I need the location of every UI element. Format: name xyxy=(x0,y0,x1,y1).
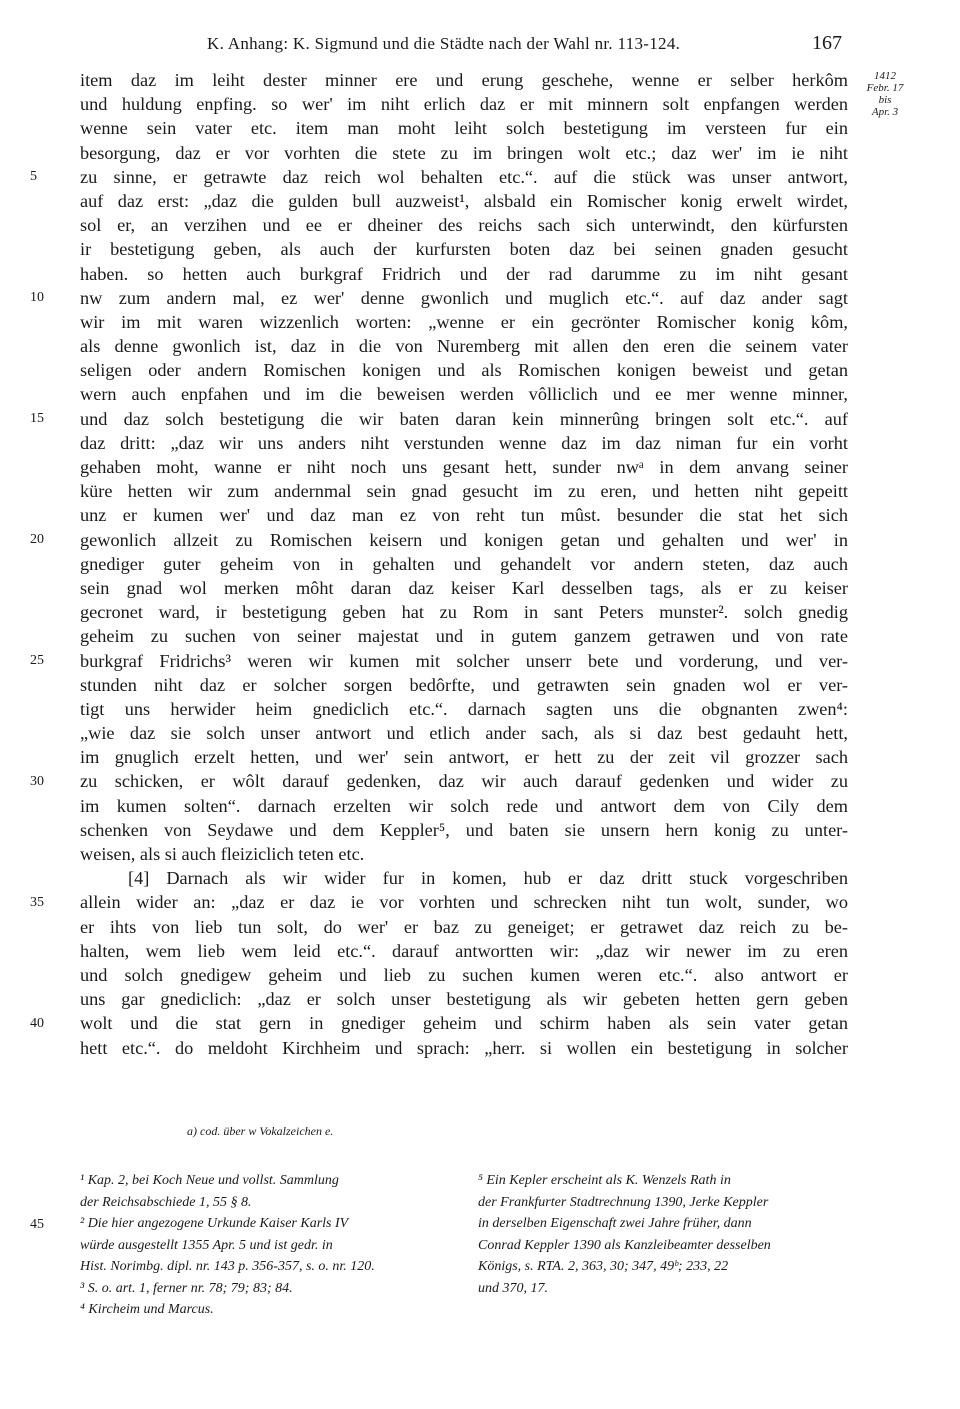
text-line: zu sinne, er getrawte daz reich wol behalten etc.“. auf die stück was unser antwort, xyxy=(80,166,848,187)
running-title: K. Anhang: K. Sigmund und die Städte nach der Wahl nr. 113-124. xyxy=(207,34,681,53)
text-line: wir im mit waren wizzenlich worten: „wenne er ein gecrönter Romischer konig kôm, xyxy=(80,311,848,332)
margin-date-year: 1412 xyxy=(874,70,896,82)
variant-note: a) cod. über w Vokalzeichen e. xyxy=(187,1124,334,1138)
line-number: 40 xyxy=(30,1015,44,1031)
text-line: allein wider an: „daz er daz ie vor vorhten und schrecken niht tun wolt, sunder, wo xyxy=(80,892,848,913)
text-line: haben. so hetten auch burkgraf Fridrich und der rad darumme zu im niht gesant xyxy=(80,263,848,284)
footnotes-right-column xyxy=(478,1170,850,1299)
margin-date-bis: bis xyxy=(878,94,892,106)
running-head xyxy=(0,34,960,58)
text-line: unz er kumen wer' und daz man ez von reht tun mûst. besunder die stat het sich xyxy=(80,505,848,526)
text-line: seligen oder andern Romischen konigen und als Romischen konigen beweist und getan xyxy=(80,360,848,381)
line-number: 10 xyxy=(30,289,44,305)
footnotes-left-column xyxy=(80,1170,452,1321)
text-line: gnediger guter geheim von in gehalten und gehandelt vor andern steten, daz auch xyxy=(80,553,848,574)
text-line: gewonlich allzeit zu Romischen keisern und konigen getan und gehalten und wer' in xyxy=(80,529,848,550)
footnote-line: Conrad Keppler 1390 als Kanzleibeamter desselben xyxy=(478,1237,771,1253)
text-line: im gnuglich erzelt hetten, und wer' sein antwort, er hett zu der zeit vil grozzer sach xyxy=(80,747,848,768)
main-text xyxy=(80,68,848,1060)
text-line: gecronet ward, ir bestetigung geben hat zu Rom in sant Peters munster². solch gnedig xyxy=(80,602,848,623)
text-line: er ihts von lieb tun solt, do wer' er baz zu geneiget; er getrawet daz reich zu be- xyxy=(80,916,848,937)
text-line: weisen, als si auch fleiziclich teten etc. xyxy=(80,844,365,864)
text-line: wern auch enpfahen und im die beweisen werden vôlliclich und ee mer wenne minner, xyxy=(80,384,848,405)
text-line: zu schicken, er wôlt darauf gedenken, daz wir auch darauf gedenken und wider zu xyxy=(80,771,848,792)
text-line: und solch gnedigew geheim und lieb zu suchen kumen weren etc.“. also antwort er xyxy=(80,964,848,985)
footnote-line: der Frankfurter Stadtrechnung 1390, Jerke Keppler xyxy=(478,1194,769,1210)
line-number: 25 xyxy=(30,652,44,668)
margin-date-end: Apr. 3 xyxy=(871,106,899,118)
paragraph-start-line: [4] Darnach als wir wider fur in komen, hub er daz dritt stuck vorgeschriben xyxy=(128,868,848,889)
text-line: wenne sein vater etc. item man moht leiht solch bestetigung im versteen fur ein xyxy=(80,118,848,139)
footnote-line: ³ S. o. art. 1, ferner nr. 78; 79; 83; 84. xyxy=(80,1280,293,1296)
text-line: burkgraf Fridrichs³ weren wir kumen mit solcher unserr bete und vorderung, und ver- xyxy=(80,650,848,671)
text-line: „wie daz sie solch unser antwort und etlich ander sach, als si daz best gedauht hett, xyxy=(80,723,848,744)
text-line: im kumen solten“. darnach erzelten wir solch rede und antwort dem von Cily dem xyxy=(80,795,848,816)
text-line: auf daz erst: „daz die gulden bull auzweist¹, alsbald ein Romischer konig erwelt wirdet, xyxy=(80,190,848,211)
text-line: hett etc.“. do meldoht Kirchheim und sprach: „herr. si wollen ein bestetigung in solcher xyxy=(80,1037,848,1058)
text-line: sol er, an verzihen und ee er dheiner des reichs sach sich unterwindt, den kürfursten xyxy=(80,215,848,236)
text-line: und daz solch bestetigung die wir baten daran kein minnerûng bringen solt etc.“. auf xyxy=(80,408,848,429)
text-line: halten, wem lieb wem leid etc.“. darauf antwortten wir: „daz wir newer im zu eren xyxy=(80,940,848,961)
line-number: 20 xyxy=(30,531,44,547)
footnote-line: Hist. Norimbg. dipl. nr. 143 p. 356-357, s. o. nr. 120. xyxy=(80,1259,375,1274)
line-number: 35 xyxy=(30,894,44,910)
text-line: geheim zu suchen von seiner majestat und in gutem ganzem getrawen und von rate xyxy=(80,626,848,647)
page-number: 167 xyxy=(812,32,842,54)
text-line: schenken von Seydawe und dem Keppler⁵, und baten sie unsern hern konig zu unter- xyxy=(80,819,848,840)
text-line: gehaben moht, wanne er niht noch uns gesant hett, sunder nwᵃ in dem anvang seiner xyxy=(80,457,848,477)
text-line: uns gar gnediclich: „daz er solch unser bestetigung als wir gebeten hetten gern geben xyxy=(80,989,848,1010)
footnote-line: Königs, s. RTA. 2, 363, 30; 347, 49ᵇ; 233, 22 xyxy=(478,1259,729,1274)
text-line: tigt uns herwider heim gnediclich etc.“. darnach sagten uns die obgnanten zwen⁴: xyxy=(80,698,848,719)
footnote-line-number: 45 xyxy=(30,1217,44,1232)
line-number: 15 xyxy=(30,410,44,426)
line-number: 5 xyxy=(30,168,37,184)
line-number: 30 xyxy=(30,773,44,789)
text-line: sein gnad wol merken môht daran daz keiser Karl desselben tags, als er zu keiser xyxy=(80,577,848,598)
text-line: daz dritt: „daz wir uns anders niht verstunden wenne daz im daz niman fur ein vorht xyxy=(80,432,848,453)
text-line: als denne gwonlich ist, daz in die von Nuremberg mit allen den eren die seinem vater xyxy=(80,336,848,357)
text-line: nw zum andern mal, ez wer' denne gwonlich und muglich etc.“. auf daz ander sagt xyxy=(80,287,848,308)
text-line: ir bestetigung geben, als auch der kurfursten boten daz bei seinen gnaden gesucht xyxy=(80,239,848,260)
margin-date-note xyxy=(855,70,915,118)
text-line: küre hetten wir zum andernmal sein gnad gesucht im zu eren, und hetten niht gepeitt xyxy=(80,481,848,502)
text-line: item daz im leiht dester minner ere und erung geschehe, wenne er selber herkôm xyxy=(80,70,848,90)
footnote-line: ² Die hier angezogene Urkunde Kaiser Karls IV xyxy=(80,1216,349,1231)
footnote-line: würde ausgestellt 1355 Apr. 5 und ist gedr. in xyxy=(80,1237,333,1253)
text-line: besorgung, daz er vor vorhten die stete zu im bringen wolt etc.; daz wer' im ie niht xyxy=(80,142,848,163)
footnote-line: ⁵ Ein Kepler erscheint als K. Wenzels Rath in xyxy=(478,1173,731,1188)
footnote-line: ¹ Kap. 2, bei Koch Neue und vollst. Sammlung xyxy=(80,1173,339,1188)
text-line: stunden niht daz er solcher sorgen bedôrfte, und getrawten sein gnaden wol er ver- xyxy=(80,674,848,695)
text-line: und huldung enpfing. so wer' im niht erlich daz er mit minnern solt enpfangen werden xyxy=(80,94,848,115)
footnote-line: in derselben Eigenschaft zwei Jahre früher, dann xyxy=(478,1216,752,1231)
footnote-line: ⁴ Kircheim und Marcus. xyxy=(80,1302,214,1317)
text-line: wolt und die stat gern in gnediger geheim und schirm haben als sein vater getan xyxy=(80,1013,848,1034)
footnote-line: der Reichsabschiede 1, 55 § 8. xyxy=(80,1194,252,1210)
margin-date-start: Febr. 17 xyxy=(866,82,904,94)
footnote-line: und 370, 17. xyxy=(478,1280,548,1296)
